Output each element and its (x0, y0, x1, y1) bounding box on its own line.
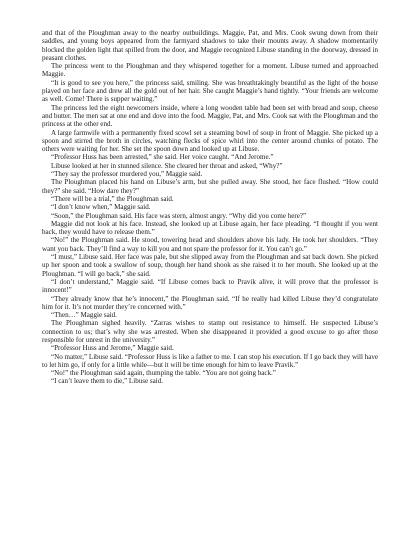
paragraph: “They already know that he’s innocent,” the Ploughman said. “If he really had killed Libuse they’d congratulate him for it. It’s not murder they’re concerned with.” (42, 294, 378, 311)
paragraph: “Then…” Maggie said. (51, 311, 117, 320)
paragraph: The princess went to the Ploughman and they whispered together for a moment. Libuse turned and approached Maggie. (42, 62, 378, 79)
paragraph: “No matter,” Libuse said. “Professor Huss is like a father to me. I can stop his execution. If I go back they will have to let him go, if only for a little while—but it will be time enough for him to leave Pravik.” (42, 352, 378, 369)
paragraph: Libuse looked at her in stunned silence. She cleared her throat and asked, “Why?” (51, 161, 283, 170)
paragraph: “I don’t know when,” Maggie said. (51, 203, 151, 212)
paragraph: “No!” the Ploughman said again, thumping the table. “You are not going back.” (51, 369, 276, 378)
paragraph: The Ploughman sighed heavily. “Zarras wishes to stamp out resistance to himself. He suspected Libuse’s connection to us; that’s why she was arrested. When she disappeared it provided a good excuse to go after those responsible for unrest in the university.” (42, 319, 378, 344)
paragraph: The Ploughman placed his hand on Libuse’s arm, but she pulled away. She stood, her face flushed. “How could they?” she said. “How dare they?” (42, 178, 378, 195)
paragraph: “I can’t leave them to die,” Libuse said. (51, 377, 163, 386)
paragraph: “There will be a trial,” the Ploughman said. (51, 194, 174, 203)
paragraph: A large farmwife with a permanently fixed scowl set a steaming bowl of soup in front of Maggie. She picked up a spoon and stirred the broth in circles, watching flecks of spice whirl into the center around chunks of potato. The others were waiting for her. She set the spoon down and looked up at Libuse. (42, 128, 378, 154)
paragraph: “I must,” Libuse said. Her face was pale, but she slipped away from the Ploughman and sat back down. She picked up her spoon and took a swallow of soup, though her hand shook as she raised it to her mouth. She looked up at the Ploughman. “I will go back,” she said. (42, 253, 378, 278)
paragraph: “It is good to see you here,” the princess said, smiling. She was breathtakingly beautiful as the light of the house played on her face and drew all the gold out of her hair. She caught Maggie’s hand tightly. “Your friends are welcome as well. Come! There is supper waiting.” (42, 78, 378, 104)
paragraph: “I don’t understand,” Maggie said. “If Libuse comes back to Pravik alive, it will prove that the professor is innocent!” (42, 277, 378, 295)
paragraph: “Professor Huss has been arrested,” she said. Her voice caught. “And Jerome.” (51, 153, 274, 162)
paragraph: and that of the Ploughman away to the nearby outbuildings. Maggie, Pat, and Mrs. Cook swung down from their saddles, and young boys appeared from the farmyard shadows to take their mounts away. A shadow momentarily blocked the golden light that spilled from the door, and Maggie recognized Libuse standing in the doorway, dressed in peasant clothes. (42, 29, 378, 62)
paragraph: “They say the professor murdered you,” Maggie said. (51, 170, 203, 179)
paragraph: “Soon,” the Ploughman said. His face was stern, almost angry. “Why did you come here?” (51, 211, 307, 220)
paragraph: “No!” the Ploughman said. He stood, towering head and shoulders above his lady. He took her shoulders. “They want you back. They’ll find a way to kill you and not spare the professor for it. You can’t go.” (42, 236, 378, 253)
paragraph: “Professor Huss and Jerome,” Maggie said. (51, 344, 174, 353)
paragraph: The princess led the eight newcomers inside, where a long wooden table had been set with bread and soup, cheese and butter. The men sat at one end and dove into the food. Maggie, Pat, and Mrs. Cook sat with the Ploughman and the princess at the other end. (42, 103, 378, 129)
paragraph: Maggie did not look at his face. Instead, she looked up at Libuse again, her face pleading. “I thought if you went back, they would have to release them.” (42, 219, 378, 237)
